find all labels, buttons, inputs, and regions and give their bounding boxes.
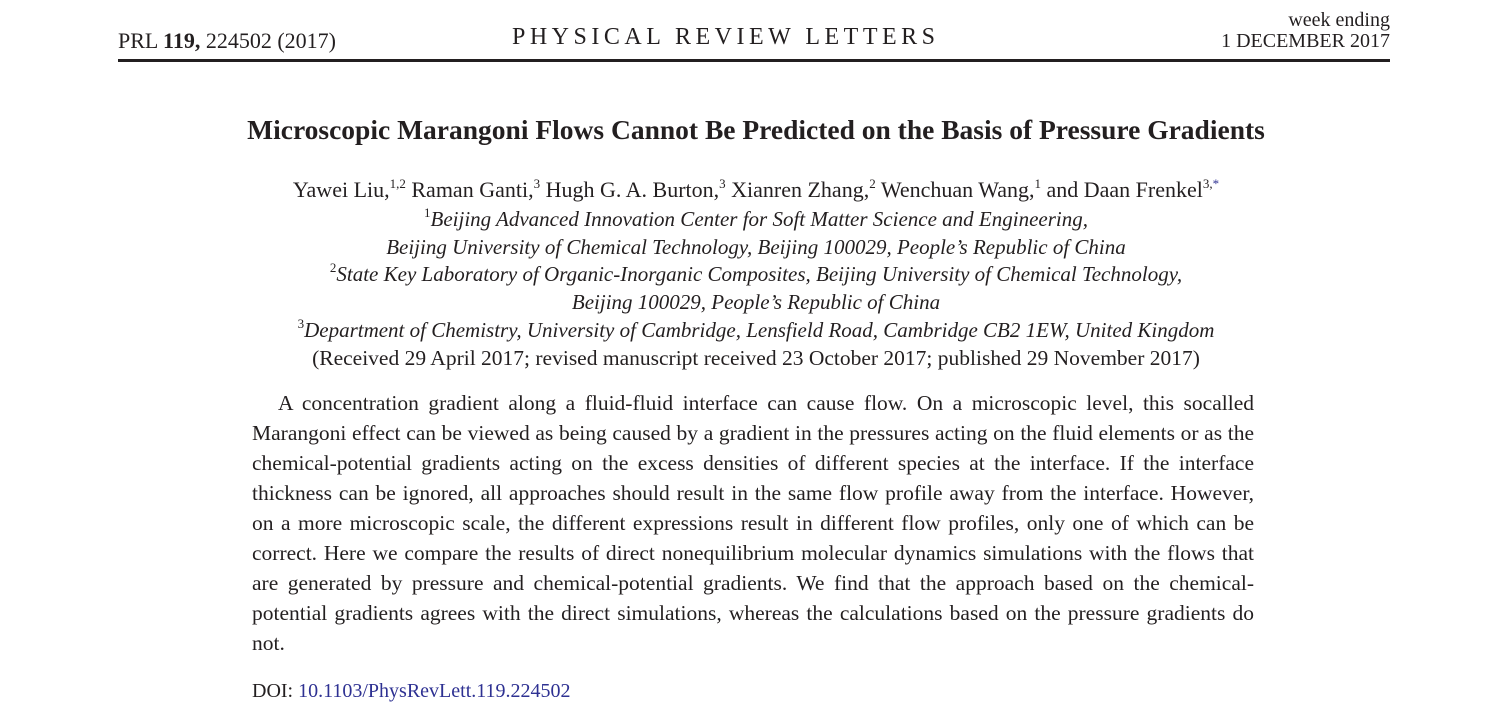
affiliation-marker: 2 — [329, 260, 337, 275]
affiliation-3 — [0, 318, 1512, 343]
corresponding-author-marker[interactable]: * — [1212, 176, 1220, 191]
volume-number: 119, — [163, 28, 201, 53]
week-ending-label: week ending — [1288, 9, 1390, 31]
author-affiliation-marker: 3 — [533, 176, 541, 191]
affiliation-marker: 3 — [297, 316, 305, 331]
author-name: Wenchuan Wang, — [880, 177, 1035, 202]
author-name: Yawei Liu, — [292, 177, 390, 202]
received-dates: (Received 29 April 2017; revised manuscript received 23 October 2017; published 29 November 2017) — [312, 346, 1200, 370]
paper-title: Microscopic Marangoni Flows Cannot Be Predicted on the Basis of Pressure Gradients — [247, 114, 1265, 145]
affiliation-2-line-2: Beijing 100029, People’s Republic of China — [571, 290, 941, 314]
journal-name: PHYSICAL REVIEW LETTERS — [512, 24, 940, 50]
author-affiliation-marker: 2 — [869, 176, 876, 191]
author-name: and Daan Frenkel — [1046, 177, 1203, 202]
doi-label: DOI: — [252, 680, 294, 702]
article-number-year: 224502 (2017) — [205, 28, 336, 53]
affiliation-marker: 1 — [424, 205, 431, 220]
author-name: Raman Ganti, — [411, 177, 534, 202]
journal-citation — [118, 28, 336, 54]
affiliation-2-line-1 — [0, 262, 1512, 287]
issue-date — [1221, 10, 1390, 52]
header-rule — [118, 59, 1390, 62]
affiliation-text: State Key Laboratory of Organic-Inorganic Composites, Beijing University of Chemical Technology, — [336, 262, 1183, 286]
week-ending-date: 1 DECEMBER 2017 — [1221, 30, 1390, 52]
doi — [252, 680, 571, 703]
affiliation-number: 3, — [1202, 176, 1213, 191]
author-name: Hugh G. A. Burton, — [545, 177, 720, 202]
affiliation-1-line-2: Beijing University of Chemical Technology, Beijing 100029, People’s Republic of China — [386, 235, 1126, 259]
abstract: A concentration gradient along a fluid-fluid interface can cause flow. On a microscopic level, this socalled Marangoni effect can be viewed as being caused by a gradient in the pressures acting on the fluid elements or as the chemical-potential gradients acting on the excess densities of different species at the interface. If the interface thickness can be ignored, all approaches should result in the same flow profile away from the interface. However, on a more microscopic scale, the different expressions result in different flow profiles, only one of which can be correct. Here we compare the results of direct nonequilibrium molecular dynamics simulations with the flows that are generated by pressure and chemical-potential gradients. We find that the approach based on the chemical-potential gradients agrees with the direct simulations, whereas the calculations based on the pressure gradients do not. — [252, 391, 1254, 655]
doi-link[interactable]: 10.1103/PhysRevLett.119.224502 — [298, 680, 571, 702]
journal-abbrev: PRL — [118, 28, 158, 53]
author-affiliation-marker: 1,2 — [389, 176, 406, 191]
author-name: Xianren Zhang, — [731, 177, 870, 202]
author-affiliation-marker — [1203, 176, 1219, 191]
affiliation-1-line-1 — [0, 207, 1512, 232]
affiliation-text: Beijing Advanced Innovation Center for Soft Matter Science and Engineering, — [430, 207, 1088, 231]
affiliation-text: Department of Chemistry, University of Cambridge, Lensfield Road, Cambridge CB2 1EW, United Kingdom — [304, 318, 1215, 342]
author-affiliation-marker: 3 — [719, 176, 726, 191]
author-affiliation-marker: 1 — [1034, 176, 1041, 191]
author-list — [0, 177, 1512, 203]
